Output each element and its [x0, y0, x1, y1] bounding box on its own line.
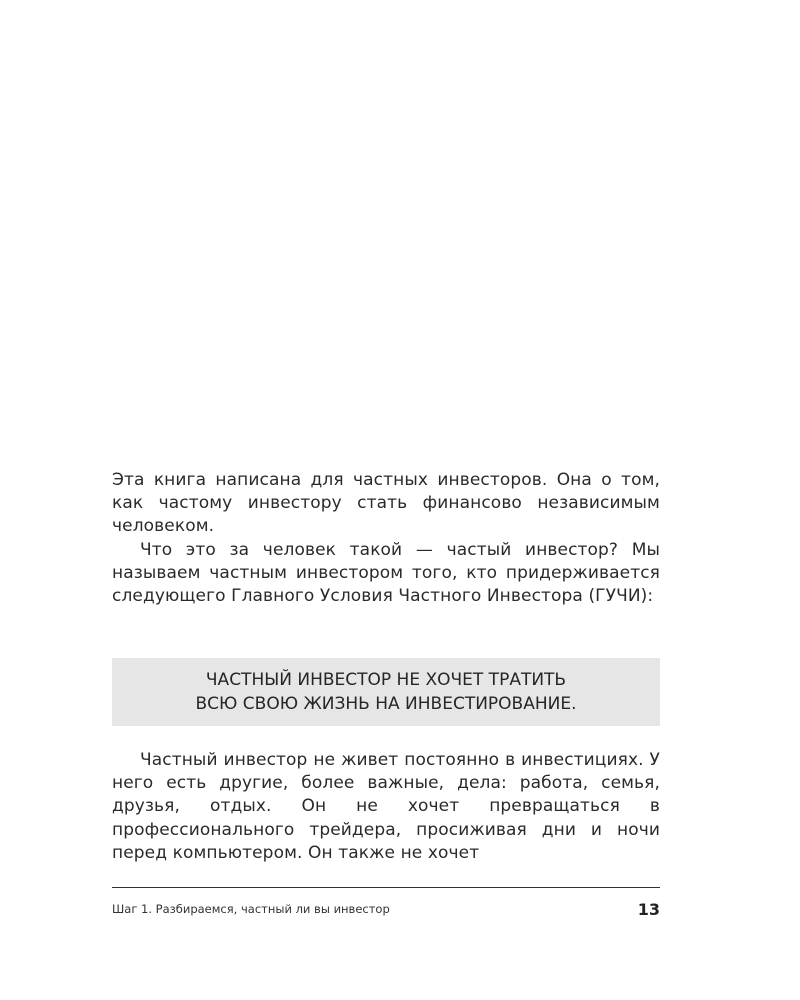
page-number: 13 — [637, 900, 660, 919]
intro-text — [112, 469, 660, 608]
footer-divider — [112, 887, 660, 888]
paragraph-intro: Эта книга написана для частных инвесторов. Она о том, как частому инвестору стать финансово независимым человеком. — [112, 470, 660, 537]
body-text — [112, 749, 660, 865]
paragraph-definition: Что это за человек такой — частый инвестор? Мы называем частным инвестором того, кто придерживается следующего Главного Условия Частного Инвестора (ГУЧИ): — [112, 539, 660, 607]
callout-line-1: ЧАСТНЫЙ ИНВЕСТОР НЕ ХОЧЕТ ТРАТИТЬ — [205, 670, 567, 690]
callout-box — [112, 658, 660, 726]
running-title: Шаг 1. Разбираемся, частный ли вы инвестор — [112, 902, 390, 916]
callout-line-2: ВСЮ СВОЮ ЖИЗНЬ НА ИНВЕСТИРОВАНИЕ. — [195, 694, 577, 714]
paragraph-private-investor: Частный инвестор не живет постоянно в инвестициях. У него есть другие, более важные, дела: работа, семья, друзья, отдых. Он не хочет превращаться в профессионального трейдера, просиживая дни и ночи перед компьютером. Он также не хочет — [112, 750, 660, 863]
